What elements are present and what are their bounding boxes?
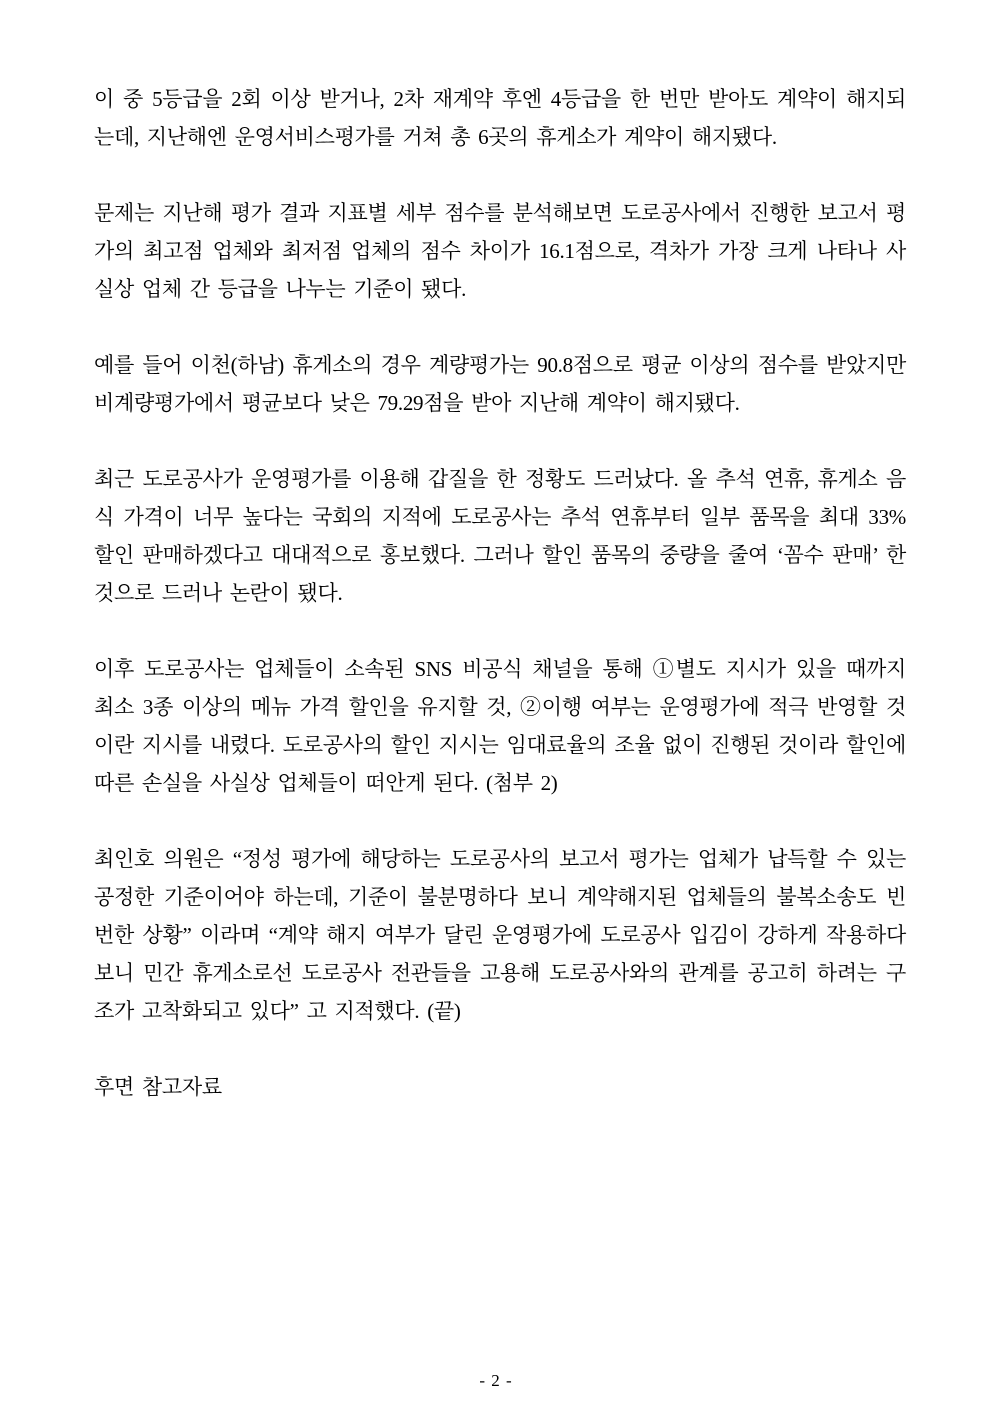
paragraph-score-gap: 문제는 지난해 평가 결과 지표별 세부 점수를 분석해보면 도로공사에서 진행한 보고서 평가의 최고점 업체와 최저점 업체의 점수 차이가 16.1점으로, 격차가 가장 크게 나타나 사실상 업체 간 등급을 나누는 기준이 됐다. (94, 201, 906, 301)
closing-note: 후면 참고자료 (94, 1075, 222, 1099)
paragraph-contract-termination: 이 중 5등급을 2회 이상 받거나, 2차 재계약 후엔 4등급을 한 번만 받아도 계약이 해지되는데, 지난해엔 운영서비스평가를 거쳐 총 6곳의 휴게소가 계약이 해지됐다. (94, 87, 906, 149)
page-number: - 2 - (479, 1371, 513, 1390)
paragraph-lawmaker-quote: 최인호 의원은 “정성 평가에 해당하는 도로공사의 보고서 평가는 업체가 납득할 수 있는 공정한 기준이어야 하는데, 기준이 불분명하다 보니 계약해지된 업체들의 불복소송도 빈번한 상황” 이라며 “계약 해지 여부가 달린 운영평가에 도로공사 입김이 강하게 작용하다 보니 민간 휴게소로선 도로공사 전관들을 고용해 도로공사와의 관계를 공고히 하려는 구조가 고착화되고 있다” 고 지적했다. (끝) (94, 847, 906, 1023)
paragraph-icheon-example: 예를 들어 이천(하남) 휴게소의 경우 계량평가는 90.8점으로 평균 이상의 점수를 받았지만 비계량평가에서 평균보다 낮은 79.29점을 받아 지난해 계약이 해지됐다. (94, 353, 906, 415)
document-content (94, 80, 906, 1106)
paragraph-discount-controversy: 최근 도로공사가 운영평가를 이용해 갑질을 한 정황도 드러났다. 올 추석 연휴, 휴게소 음식 가격이 너무 높다는 국회의 지적에 도로공사는 추석 연휴부터 일부 품목을 최대 33% 할인 판매하겠다고 대대적으로 홍보했다. 그러나 할인 품목의 중량을 줄여 ‘꼼수 판매’ 한 것으로 드러나 논란이 됐다. (94, 467, 906, 605)
page-footer (0, 1371, 992, 1391)
paragraph-sns-directive: 이후 도로공사는 업체들이 소속된 SNS 비공식 채널을 통해 ①별도 지시가 있을 때까지 최소 3종 이상의 메뉴 가격 할인을 유지할 것, ②이행 여부는 운영평가에 적극 반영할 것이란 지시를 내렸다. 도로공사의 할인 지시는 임대료율의 조율 없이 진행된 것이라 할인에 따른 손실을 사실상 업체들이 떠안게 된다. (첨부 2) (94, 657, 906, 795)
